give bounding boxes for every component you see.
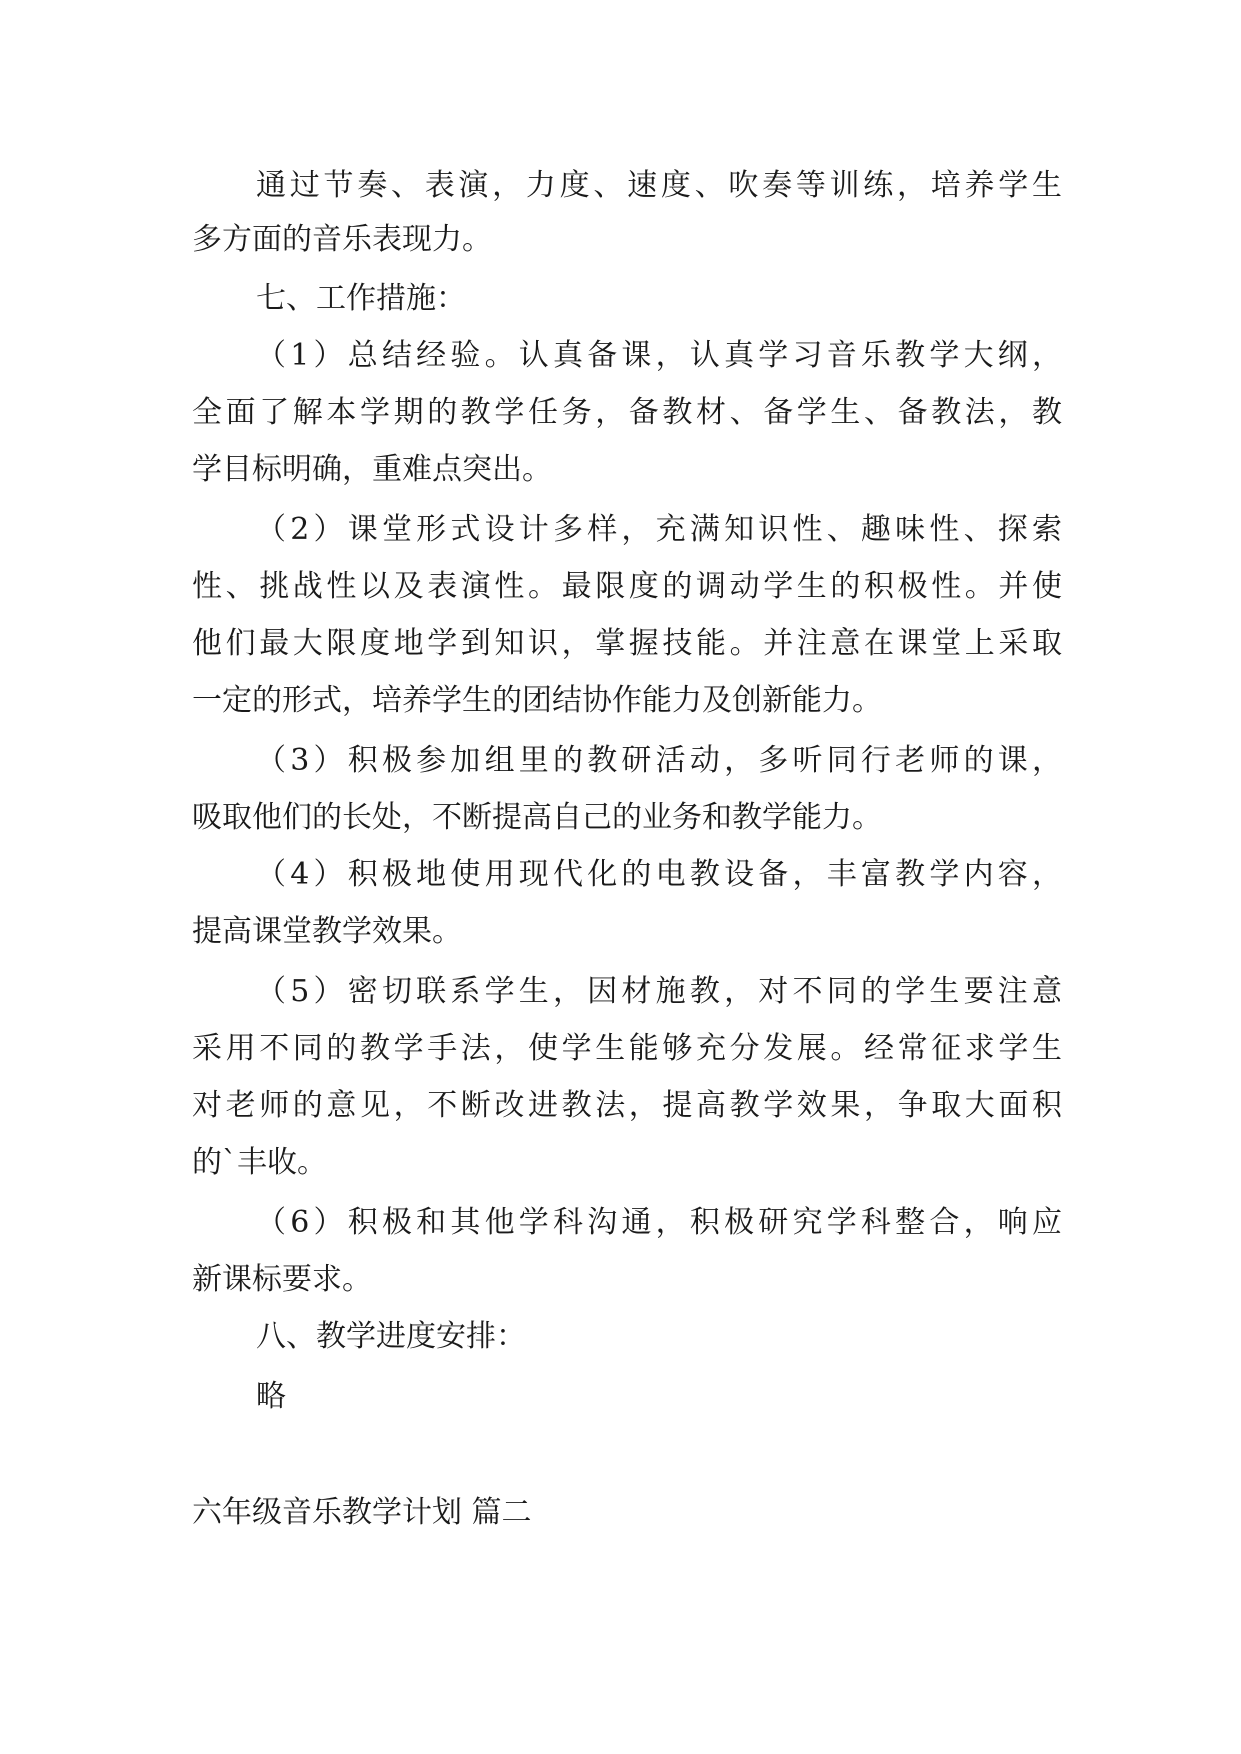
section-heading: 八、教学进度安排：: [256, 1319, 526, 1354]
paragraph-line: （2）课堂形式设计多样，充满知识性、趣味性、探索: [256, 512, 1062, 547]
paragraph-line: 性、挑战性以及表演性。最限度的调动学生的积极性。并使: [192, 569, 1062, 604]
paragraph-line: 他们最大限度地学到知识，掌握技能。并注意在课堂上采取: [192, 626, 1062, 661]
paragraph-line: （6）积极和其他学科沟通，积极研究学科整合，响应: [256, 1205, 1062, 1240]
paragraph-line: 吸取他们的长处，不断提高自己的业务和教学能力。: [192, 800, 882, 835]
paragraph-line: （4）积极地使用现代化的电教设备，丰富教学内容，: [256, 857, 1062, 892]
paragraph-line: （1）总结经验。认真备课，认真学习音乐教学大纲，: [256, 338, 1062, 373]
paragraph-line: 对老师的意见，不断改进教法，提高教学效果，争取大面积: [192, 1088, 1062, 1123]
paragraph-line: （3）积极参加组里的教研活动，多听同行老师的课，: [256, 743, 1062, 778]
paragraph-line: 多方面的音乐表现力。: [192, 222, 492, 257]
paragraph-line: （5）密切联系学生，因材施教，对不同的学生要注意: [256, 974, 1062, 1009]
section-heading: 七、工作措施：: [256, 281, 466, 316]
paragraph-line: 提高课堂教学效果。: [192, 914, 462, 949]
paragraph-line: 略: [256, 1379, 286, 1414]
paragraph-line: 新课标要求。: [192, 1262, 372, 1297]
paragraph-line: 一定的形式，培养学生的团结协作能力及创新能力。: [192, 683, 882, 718]
paragraph-line: 通过节奏、表演，力度、速度、吹奏等训练，培养学生: [256, 168, 1062, 203]
paragraph-line: 采用不同的教学手法，使学生能够充分发展。经常征求学生: [192, 1031, 1062, 1066]
paragraph-line: 全面了解本学期的教学任务，备教材、备学生、备教法，教: [192, 395, 1062, 430]
paragraph-line: 的`丰收。: [192, 1145, 327, 1180]
article-title: 六年级音乐教学计划 篇二: [192, 1495, 532, 1530]
paragraph-line: 学目标明确，重难点突出。: [192, 452, 552, 487]
